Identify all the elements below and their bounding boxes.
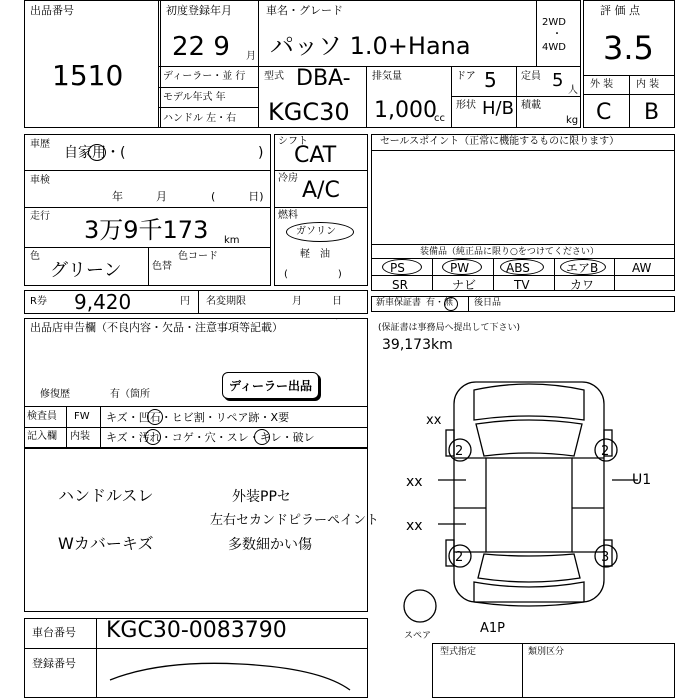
windshield <box>476 420 582 456</box>
doors-value: 5 <box>484 68 497 92</box>
equipment-label: 装備品（純正品に限り○をつけてください） <box>420 247 599 257</box>
note-exterior: 外装PPセ <box>232 489 291 505</box>
dealer-label: ディーラー・並 行 <box>163 71 246 82</box>
interior-items: キズ・汚れ・コゲ・穴・スレ・キレ・破レ <box>106 431 315 444</box>
exterior-label: 外 装 <box>590 79 614 90</box>
capacity-value: 5 <box>552 70 564 91</box>
type-value-1: DBA- <box>296 66 351 91</box>
interior-scuff-circle <box>254 429 270 445</box>
divider <box>24 406 368 407</box>
equipment-pw: PW <box>450 261 470 275</box>
vehicle-info-box <box>158 0 581 128</box>
equipment-airbag: エアB <box>566 261 599 275</box>
first-registration-label: 初度登録年月 <box>166 4 232 17</box>
load-unit: kg <box>566 115 579 126</box>
equipment-sr: SR <box>392 278 408 292</box>
drive-dot: ・ <box>552 29 562 40</box>
mark-2-front-left: 2 <box>455 444 464 459</box>
fuel-label: 燃料 <box>278 210 298 221</box>
equipment-ps: PS <box>390 261 405 275</box>
front-left-tire <box>446 430 454 456</box>
shift-label: シフト <box>278 136 308 147</box>
mark-u1-right: U1 <box>632 472 652 488</box>
repair-label: 修復歴 <box>40 389 70 400</box>
mark-3-rear-right: 3 <box>601 550 610 565</box>
category-label: 類別区分 <box>528 647 565 657</box>
grade-value: 3.5 <box>603 29 654 67</box>
spare-tire <box>404 590 436 622</box>
divider <box>451 66 452 128</box>
divider <box>614 258 615 291</box>
divider <box>24 170 271 171</box>
vehicle-name-label: 車名・グレード <box>266 4 343 17</box>
divider <box>96 618 97 698</box>
pw-circle <box>442 259 482 275</box>
rename-label: 名変期限 <box>206 296 246 307</box>
registration-label: 登録番号 <box>32 657 76 670</box>
repair-value: 有（箇所 <box>110 389 150 400</box>
note-wheel-cover: Wカバーキズ <box>58 534 154 553</box>
registration-scribble <box>100 650 360 700</box>
note-pillar: 左右セカンドピラーペイント <box>210 513 380 528</box>
hood-panel <box>474 384 584 420</box>
handle-label: ハンドル 左・右 <box>163 113 237 124</box>
divider <box>522 643 523 698</box>
displacement-unit: cc <box>434 113 445 124</box>
mileage-label: 走行 <box>30 211 50 222</box>
recolor-label: 色替 <box>152 261 172 272</box>
fuel-gasoline: ガソリン <box>296 226 336 237</box>
mark-2-front-right: 2 <box>601 444 610 459</box>
mark-a1p-rear: A1P <box>480 621 506 636</box>
mark-xx-front: xx <box>426 413 442 428</box>
entry-label: 記入欄 <box>27 431 57 442</box>
mileage-unit: km <box>224 235 240 246</box>
mileage-value: 3万9千173 <box>84 216 209 244</box>
divider <box>371 244 675 245</box>
displacement-value: 1,000 <box>374 98 437 123</box>
divider <box>158 107 258 108</box>
inspection-value: 年 月 ( 日) <box>112 190 264 203</box>
car-body-outline <box>454 382 604 602</box>
roof-panel <box>486 458 572 552</box>
divider <box>274 170 368 171</box>
interior-stain-circle <box>145 429 161 445</box>
vehicle-name-value: パッソ 1.0+Hana <box>270 32 471 60</box>
equipment-navi: ナビ <box>452 278 477 292</box>
warranty-note: (保証書は事務局へ提出して下さい) <box>378 323 521 333</box>
mark-xx-extra: xx <box>336 320 338 321</box>
warranty-value: 有・無 <box>426 298 454 308</box>
inspection-label: 車検 <box>30 175 50 186</box>
mark-xx-left-rear: xx <box>406 518 423 534</box>
divider <box>24 648 368 649</box>
exterior-grade: C <box>596 100 612 125</box>
model-year-label: モデル年式 年 <box>163 92 226 103</box>
warranty-label: 新車保証書 <box>376 298 422 308</box>
divider <box>536 0 537 66</box>
load-label: 積載 <box>521 100 541 111</box>
type-label: 型式 <box>264 71 284 82</box>
lot-number-label: 出品番号 <box>30 4 74 17</box>
equipment-leather: カワ <box>570 278 595 292</box>
equipment-abs: ABS <box>506 261 530 275</box>
fw-dent-circle <box>147 409 163 425</box>
divider <box>516 66 517 128</box>
note-scratches: 多数細かい傷 <box>228 537 312 553</box>
shift-value: CAT <box>294 143 337 168</box>
divider <box>24 207 271 208</box>
spare-label: スペア <box>404 631 432 641</box>
divider <box>66 406 67 448</box>
mark-xx-left-front: xx <box>406 474 423 490</box>
history-close-paren: ) <box>258 145 264 161</box>
abs-circle <box>500 259 544 275</box>
recycle-unit: 円 <box>180 296 190 307</box>
divider <box>371 150 675 151</box>
divider <box>148 247 149 286</box>
chassis-value: KGC30-0083790 <box>106 618 287 643</box>
divider <box>158 87 258 88</box>
chassis-label: 車台番号 <box>32 626 76 639</box>
equipment-aw: AW <box>632 261 652 275</box>
equipment-tv: TV <box>514 278 530 292</box>
shape-label: 形状 <box>456 100 476 111</box>
warranty-none-circle <box>444 297 458 311</box>
shape-value: H/B <box>482 98 514 119</box>
report-label: 出品店申告欄（不良内容・欠品・注意事項等記載） <box>30 321 283 334</box>
interior-label: 内 装 <box>636 79 660 90</box>
fuel-paren: ( ) <box>284 269 342 280</box>
ps-circle <box>382 259 422 275</box>
notes-box <box>24 448 368 612</box>
divider <box>198 290 199 314</box>
color-code-label: 色コード <box>178 251 218 262</box>
note-handle-scuff: ハンドルスレ <box>58 486 154 505</box>
history-value: 自家用・( <box>64 145 126 161</box>
grade-label: 評 価 点 <box>600 4 640 17</box>
divider <box>493 258 494 291</box>
drive-4wd: 4WD <box>542 42 566 53</box>
mark-2-rear-left: 2 <box>455 550 464 565</box>
interior-row-label: 内装 <box>70 431 90 442</box>
sales-point-label: セールスポイント（正常に機能するものに限ります） <box>380 136 620 147</box>
interior-grade: B <box>644 100 660 125</box>
lot-number-value: 1510 <box>52 59 124 92</box>
divider <box>432 258 433 291</box>
type-value-2: KGC30 <box>268 98 350 126</box>
rename-value: 月 日 <box>292 296 342 307</box>
doors-label: ドア <box>456 71 476 82</box>
handwritten-mileage: 39,173km <box>382 337 453 353</box>
divider <box>554 258 555 291</box>
fuel-diesel: 軽 油 <box>300 249 330 260</box>
dealer-stamp: ディーラー出品 <box>222 372 319 399</box>
first-registration-value: 22 9 <box>172 32 230 62</box>
divider <box>468 296 469 312</box>
first-registration-month-unit: 月 <box>246 51 256 62</box>
ac-value: A/C <box>302 178 340 203</box>
divider <box>24 427 368 428</box>
divider <box>371 275 675 276</box>
color-label: 色 <box>30 251 40 262</box>
drive-2wd: 2WD <box>542 17 566 28</box>
capacity-label: 定員 <box>521 71 541 82</box>
color-value: グリーン <box>50 260 122 281</box>
divider <box>629 75 630 128</box>
inspector-label: 検査員 <box>27 411 57 422</box>
fw-items: キズ・凹石・ヒビ割・リペア跡・X要 <box>106 411 290 424</box>
ac-label: 冷房 <box>278 173 298 184</box>
capacity-unit: 人 <box>568 85 578 96</box>
displacement-label: 排気量 <box>372 71 402 82</box>
type-designation-label: 型式指定 <box>440 647 477 657</box>
divider <box>258 0 259 128</box>
self-use-circle <box>88 144 106 161</box>
divider <box>158 66 581 67</box>
history-label: 車歴 <box>30 139 50 150</box>
recycle-label: R券 <box>30 296 47 307</box>
later-items-label: 後日品 <box>474 298 502 308</box>
fw-label: FW <box>74 411 90 422</box>
divider <box>274 207 368 208</box>
divider <box>366 66 367 128</box>
divider <box>100 406 101 448</box>
airbag-circle <box>560 259 606 275</box>
rear-window <box>478 554 580 582</box>
recycle-value: 9,420 <box>74 290 132 314</box>
